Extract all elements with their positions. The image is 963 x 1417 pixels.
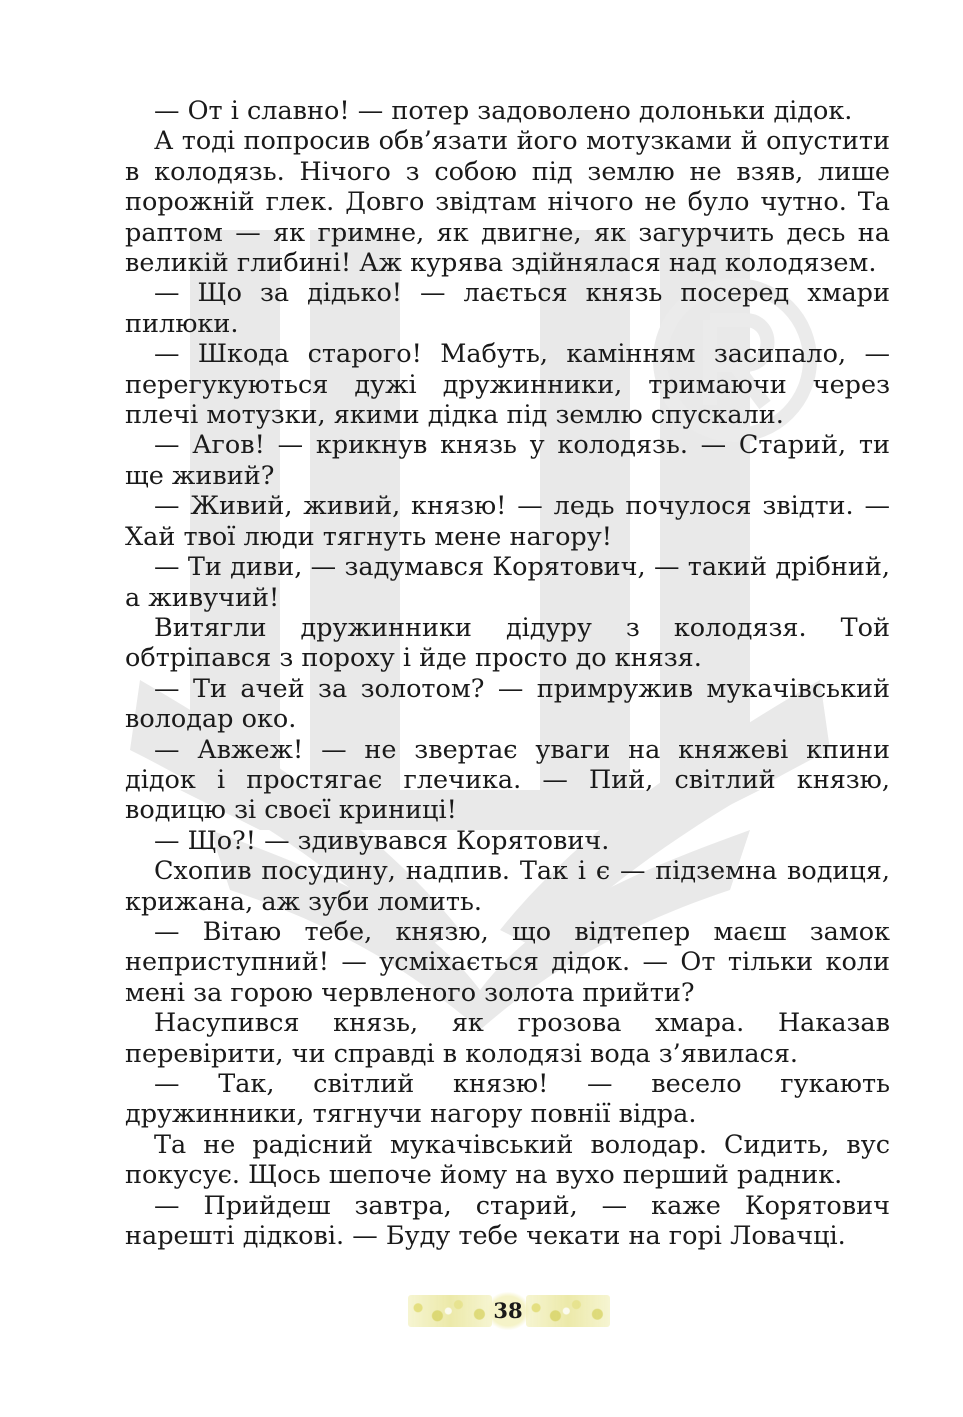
paragraph: — Ти ачей за золотом? — примружив мукачівський володар око. xyxy=(125,673,890,735)
page-footer xyxy=(0,1292,963,1332)
floral-ornament-left xyxy=(408,1295,492,1327)
floral-ornament-right xyxy=(526,1295,610,1327)
page-number: 38 xyxy=(486,1292,530,1330)
paragraph: — От і славно! — потер задоволено долоньки дідок. xyxy=(154,96,853,126)
paragraph: — Вітаю тебе, князю, що відтепер маєш замок неприступний! — усміхається дідок. — От тільки коли мені за горою червленого золота прийти? xyxy=(125,916,890,1008)
paragraph: Схопив посудину, надпив. Так і є — підземна водиця, крижана, аж зуби ломить. xyxy=(125,856,890,917)
paragraph: Та не радісний мукачівський володар. Сидить, вус покусує. Щось шепоче йому на вухо перший радник. xyxy=(125,1129,890,1191)
paragraph: — Шкода старого! Мабуть, камінням засипало, — перегукуються дужі дружинники, тримаючи через плечі мотузки, якими дідка під землю спускали. xyxy=(125,339,890,431)
paragraph: А тоді попросив обв’язати його мотузками й опустити в колодязь. Нічого з собою під землю не взяв, лише порожній глек. Довго звідтам нічого не було чутно. Та раптом — як гримне, як двигне, як загурчить десь на великій глибині! Аж курява здійнялася над колодязем. xyxy=(125,126,890,279)
paragraph: — Так, світлий князю! — весело гукають дружинники, тягнучи нагору повнії відра. xyxy=(125,1069,890,1130)
paragraph: — Що за дідько! — лається князь посеред хмари пилюки. xyxy=(125,278,890,339)
story-text xyxy=(125,96,890,1251)
paragraph: — Прийдеш завтра, старий, — каже Корятович нарешті дідкові. — Буду тебе чекати на горі Ловачці. xyxy=(125,1190,890,1252)
paragraph: — Агов! — крикнув князь у колодязь. — Старий, ти ще живий? xyxy=(125,430,890,491)
paragraph: — Ти диви, — задумався Корятович, — такий дрібний, а живучий! xyxy=(125,552,890,613)
paragraph: Витягли дружинники дідуру з колодязя. Той обтріпався з пороху і йде просто до князя. xyxy=(125,612,890,674)
paragraph: Насупився князь, як грозова хмара. Наказав перевірити, чи справді в колодязі вода з’явилася. xyxy=(125,1008,890,1069)
paragraph: — Авжеж! — не звертає уваги на княжеві кпини дідок і простягає глечика. — Пий, світлий князю, водицю зі своєї криниці! xyxy=(125,734,890,826)
paragraph: — Живий, живий, князю! — ледь почулося звідти. — Хай твої люди тягнуть мене нагору! xyxy=(125,491,890,552)
paragraph: — Що?! — здивувався Корятович. xyxy=(154,825,610,856)
